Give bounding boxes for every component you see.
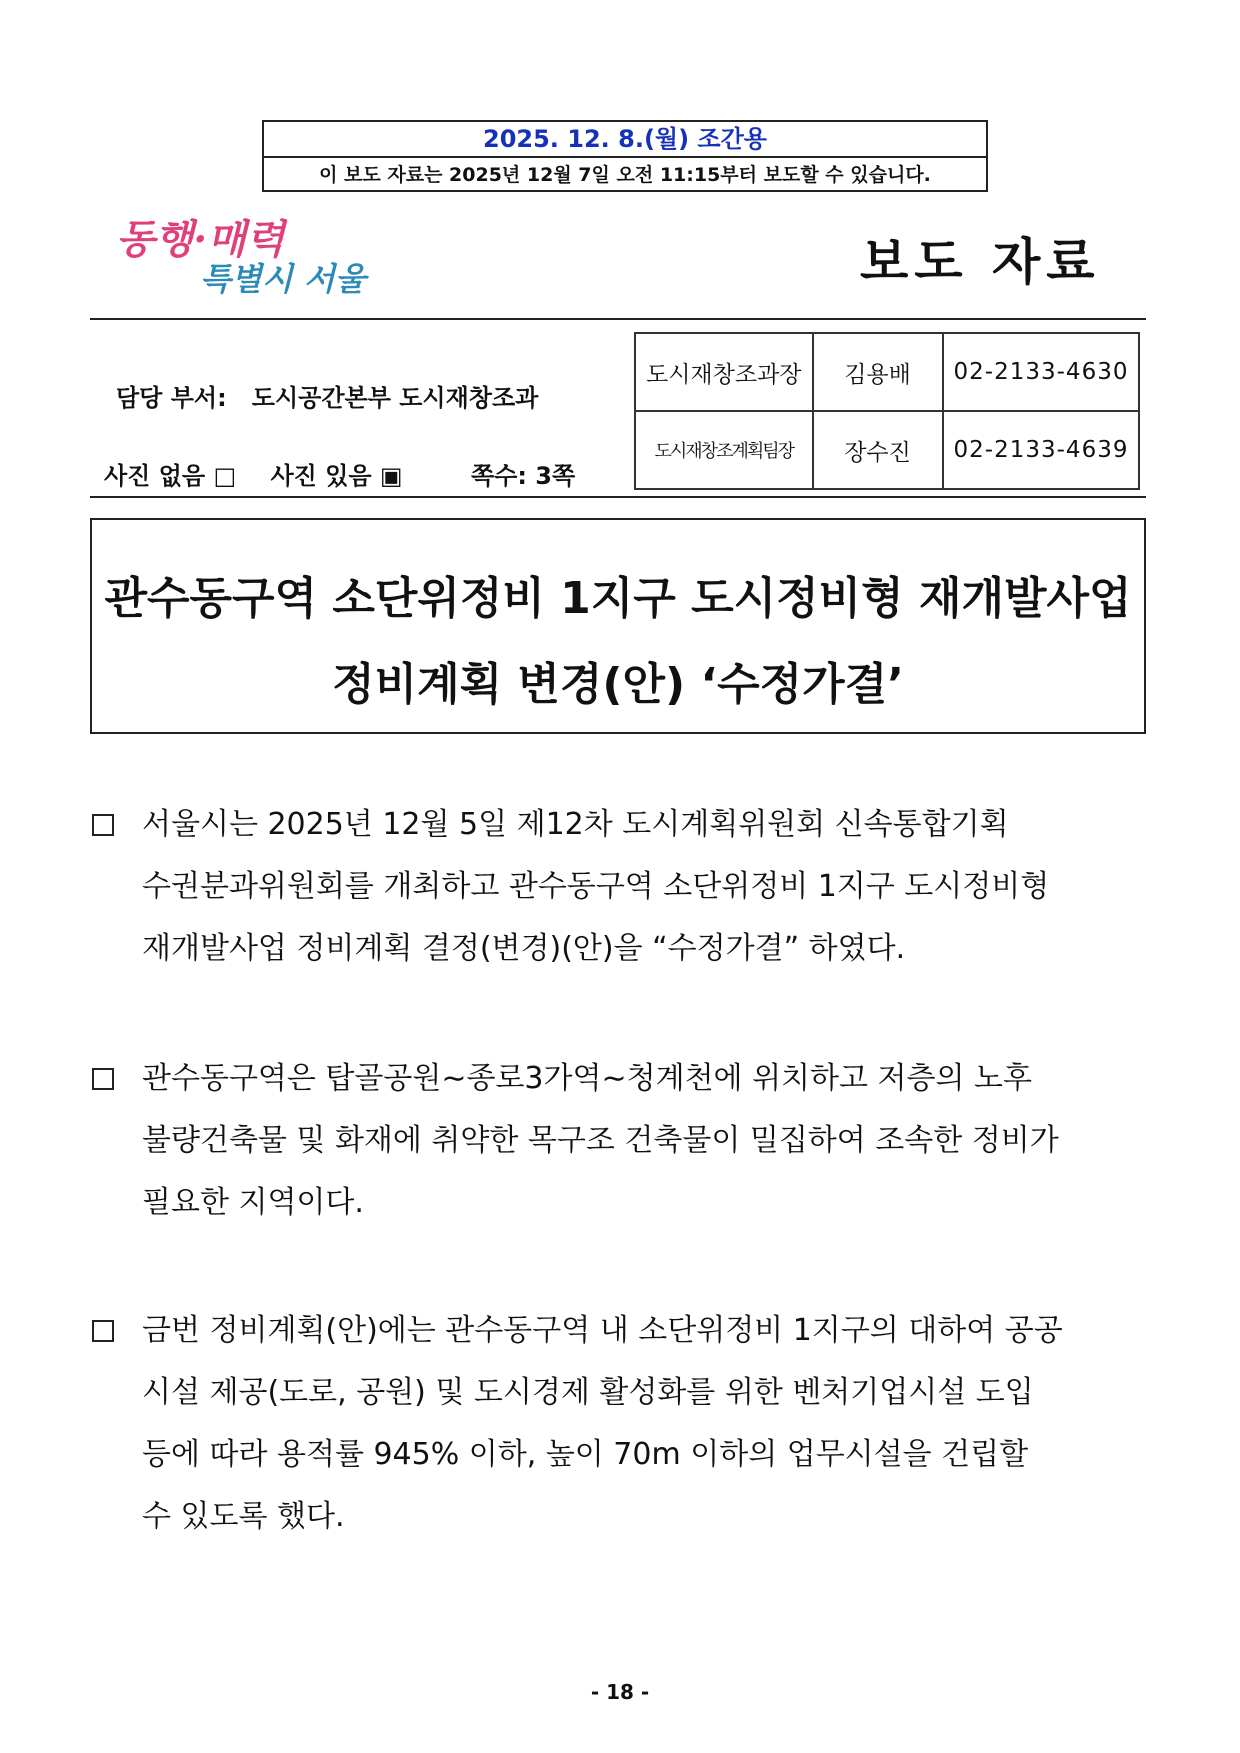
bullet-box-icon — [92, 1320, 114, 1342]
paragraph-line: 수 있도록 했다. — [142, 1499, 345, 1534]
contact-name: 장수진 — [813, 411, 943, 489]
headline-line1: 관수동구역 소단위정비 1지구 도시정비형 재개발사업 — [104, 573, 1132, 624]
paragraph-line: 등에 따라 용적률 945% 이하, 높이 70m 이하의 업무시설을 건립할 — [142, 1437, 1029, 1472]
seoul-logo — [110, 208, 366, 308]
contact-phone: 02-2133-4630 — [943, 333, 1140, 411]
doc-type-title: 보도 자료 — [860, 233, 1101, 291]
paragraph-line: 시설 제공(도로, 공원) 및 도시경제 활성화를 위한 벤처기업시설 도입 — [142, 1375, 1034, 1410]
paragraph-line: 서울시는 2025년 12월 5일 제12차 도시계획위원회 신속통합기획 — [142, 807, 1009, 842]
contact-table — [634, 332, 1140, 490]
embargo-box — [262, 120, 988, 192]
department — [116, 378, 538, 413]
paragraph-line: 관수동구역은 탑골공원∼종로3가역∼청계천에 위치하고 저층의 노후 — [142, 1061, 1032, 1096]
section-divider — [90, 496, 1146, 498]
bullet-box-icon — [92, 1068, 114, 1090]
logo-slogan-line1: 동행·매력 — [116, 216, 285, 263]
department-label: 담당 부서: — [116, 384, 227, 412]
paragraph-line: 수권분과위원회를 개최하고 관수동구역 소단위정비 1지구 도시정비형 — [142, 869, 1050, 904]
contact-row — [635, 411, 1139, 489]
paragraph-line: 금번 정비계획(안)에는 관수동구역 내 소단위정비 1지구의 대하여 공공 — [142, 1313, 1063, 1348]
page-number: - 18 - — [590, 1680, 650, 1704]
page-count: 쪽수: 3쪽 — [470, 462, 576, 490]
headline-box — [90, 518, 1146, 734]
paragraph-2 — [90, 1054, 1160, 1240]
contact-title: 도시재창조계획팀장 — [635, 411, 813, 489]
headline-line2: 정비계획 변경(안) ‘수정가결’ — [332, 659, 904, 710]
embargo-notice: 이 보도 자료는 2025년 12월 7일 오전 11:15부터 보도할 수 있습니다. — [319, 164, 931, 186]
photo-info — [104, 456, 601, 491]
paragraph-line: 재개발사업 정비계획 결정(변경)(안)을 “수정가결” 하였다. — [142, 931, 906, 966]
logo-slogan-line2: 특별시 서울 — [200, 260, 366, 298]
department-value: 도시공간본부 도시재창조과 — [251, 384, 539, 412]
paragraph-line: 불량건축물 및 화재에 취약한 목구조 건축물이 밀집하여 조속한 정비가 — [142, 1123, 1059, 1158]
top-divider — [90, 318, 1146, 320]
has-photo-checkbox: 사진 있음 ▣ — [270, 462, 403, 490]
bullet-box-icon — [92, 814, 114, 836]
contact-row — [635, 333, 1139, 411]
contact-name: 김용배 — [813, 333, 943, 411]
paragraph-3 — [90, 1306, 1160, 1554]
embargo-date: 2025. 12. 8.(월) 조간용 — [264, 122, 986, 158]
contact-title: 도시재창조과장 — [635, 333, 813, 411]
no-photo-checkbox: 사진 없음 □ — [104, 462, 237, 490]
contact-phone: 02-2133-4639 — [943, 411, 1140, 489]
paragraph-1 — [90, 800, 1160, 986]
paragraph-line: 필요한 지역이다. — [142, 1185, 364, 1220]
